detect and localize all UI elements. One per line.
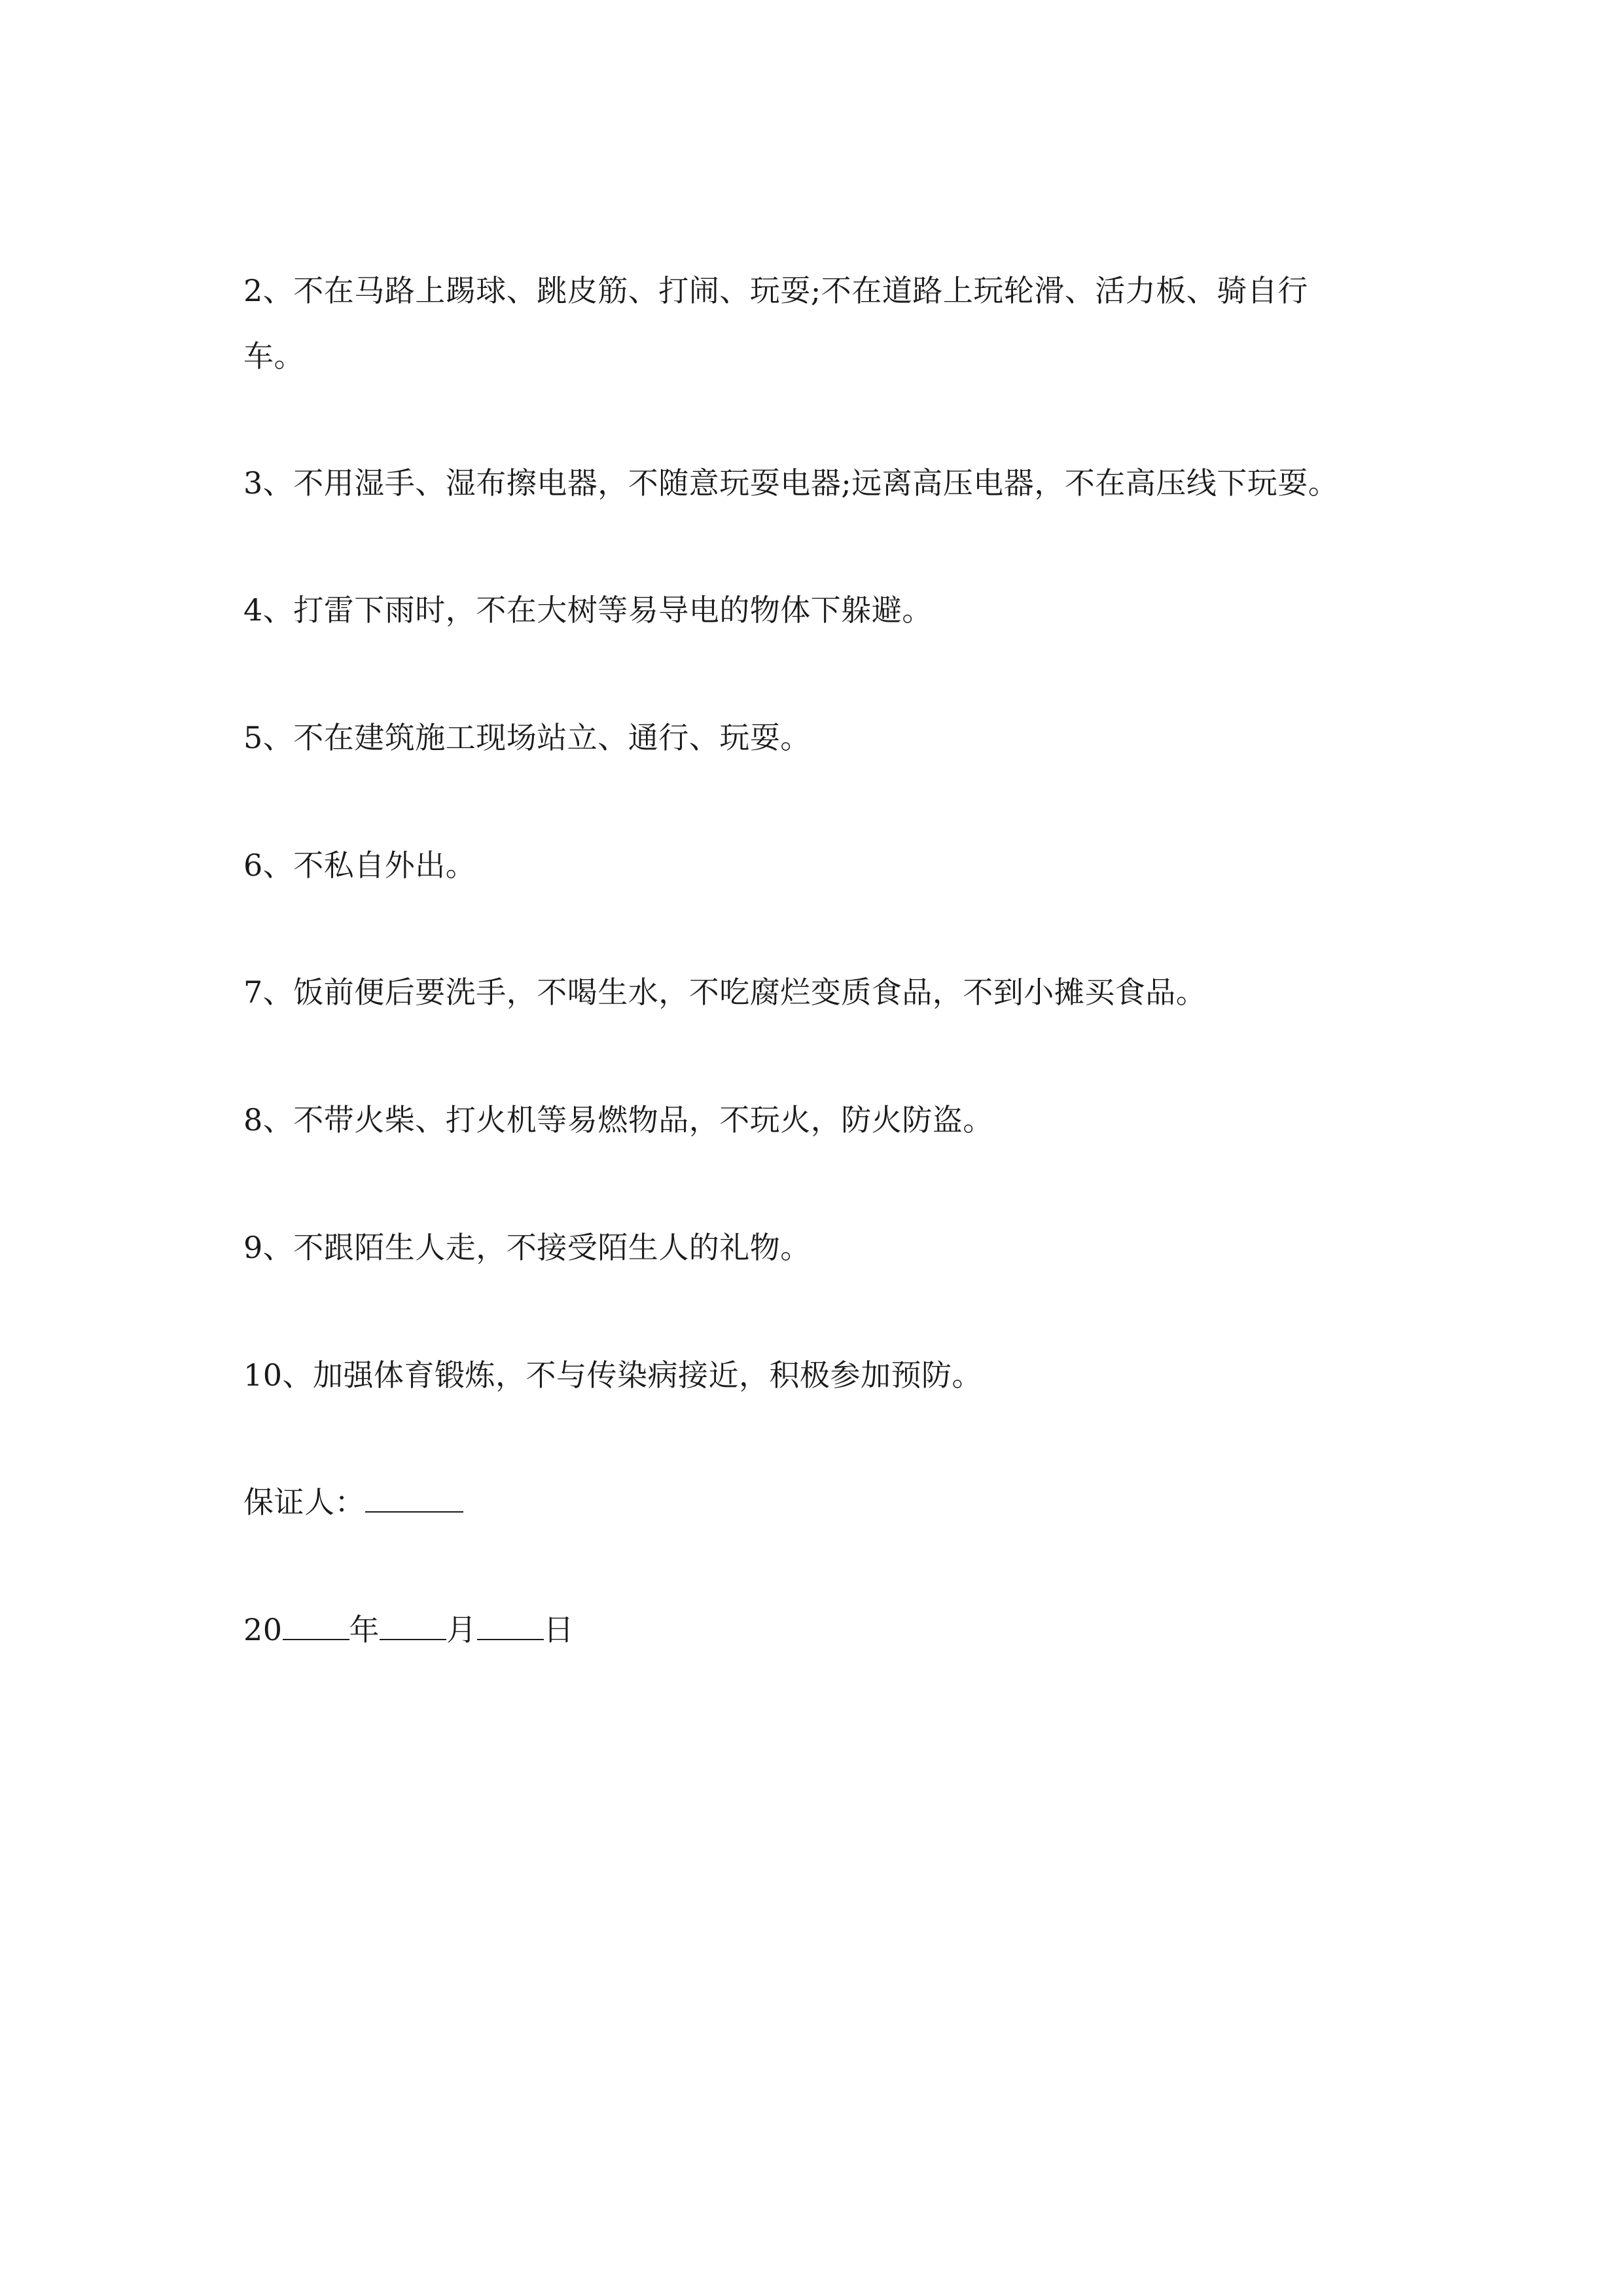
- date-day-label: 日: [543, 1612, 575, 1647]
- rule-item-2-continued: 车。: [243, 338, 304, 374]
- rule-item-5: 5、不在建筑施工现场站立、通行、玩耍。: [243, 720, 811, 755]
- signature-line: [243, 1482, 463, 1522]
- rule-item-6: 6、不私自外出。: [243, 848, 476, 883]
- rule-item-10: 10、加强体育锻炼，不与传染病接近，积极参加预防。: [243, 1357, 983, 1393]
- signature-blank: [365, 1482, 463, 1513]
- rule-item-9: 9、不跟陌生人走，不接受陌生人的礼物。: [243, 1230, 811, 1265]
- date-year-prefix: 20: [243, 1612, 283, 1647]
- rule-item-2: 2、不在马路上踢球、跳皮筋、打闹、玩耍;不在道路上玩轮滑、活力板、骑自行: [243, 273, 1308, 308]
- month-blank: [380, 1610, 446, 1640]
- date-month-label: 月: [446, 1612, 477, 1647]
- signature-label: 保证人：: [243, 1484, 365, 1520]
- date-line: [243, 1610, 574, 1649]
- rule-item-8: 8、不带火柴、打火机等易燃物品，不玩火，防火防盗。: [243, 1102, 993, 1138]
- rule-item-3: 3、不用湿手、湿布擦电器，不随意玩耍电器;远离高压电器，不在高压线下玩耍。: [243, 465, 1339, 501]
- year-blank: [283, 1610, 349, 1640]
- day-blank: [477, 1610, 544, 1640]
- date-year-label: 年: [349, 1612, 380, 1647]
- rule-item-4: 4、打雷下雨时，不在大树等易导电的物体下躲避。: [243, 592, 933, 628]
- rule-item-7: 7、饭前便后要洗手，不喝生水，不吃腐烂变质食品，不到小摊买食品。: [243, 975, 1207, 1010]
